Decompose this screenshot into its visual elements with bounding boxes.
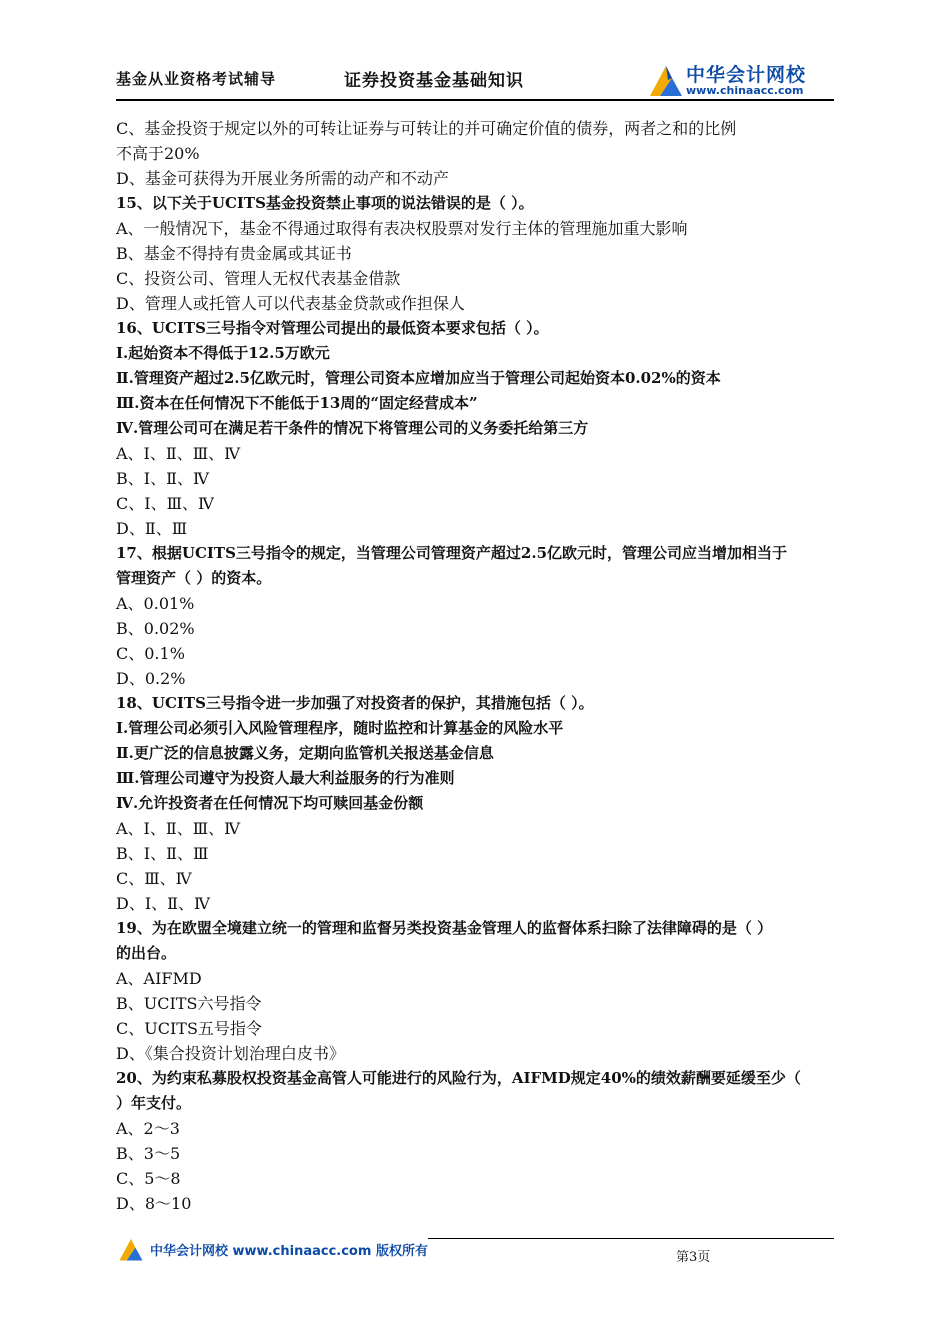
option-line: 不高于20% bbox=[116, 144, 200, 163]
option-line: B、Ⅰ、Ⅱ、Ⅳ bbox=[116, 469, 209, 488]
option-line: B、Ⅰ、Ⅱ、Ⅲ bbox=[116, 844, 209, 863]
option-line: C、Ⅰ、Ⅲ、Ⅳ bbox=[116, 494, 214, 513]
question-line: 19、为在欧盟全境建立统一的管理和监督另类投资基金管理人的监督体系扫除了法律障碍的是（ ） bbox=[116, 919, 773, 937]
question-line: 16、UCITS三号指令对管理公司提出的最低资本要求包括（ ）。 bbox=[116, 319, 549, 337]
option-line: B、0.02% bbox=[116, 619, 195, 638]
question-line: Ⅲ.资本在任何情况下不能低于13周的“固定经营成本” bbox=[116, 394, 478, 412]
footer-logo-icon bbox=[116, 1236, 146, 1262]
document-body bbox=[116, 116, 840, 1216]
option-line: C、Ⅲ、Ⅳ bbox=[116, 869, 192, 888]
option-line: D、Ⅰ、Ⅱ、Ⅳ bbox=[116, 894, 211, 913]
header-subject-title: 证券投资基金基础知识 bbox=[344, 71, 524, 91]
question-line: Ⅱ.管理资产超过2.5亿欧元时，管理公司资本应增加应当于管理公司起始资本0.02%的资本 bbox=[116, 369, 721, 387]
logo-url: www.chinaacc.com bbox=[686, 84, 804, 97]
option-line: A、0.01% bbox=[116, 594, 195, 613]
option-line: C、5～8 bbox=[116, 1169, 181, 1188]
option-line: D、Ⅱ、Ⅲ bbox=[116, 519, 188, 538]
question-line: Ⅳ.管理公司可在满足若干条件的情况下将管理公司的义务委托给第三方 bbox=[116, 419, 589, 437]
question-line: Ⅰ.管理公司必须引入风险管理程序，随时监控和计算基金的风险水平 bbox=[116, 719, 564, 737]
question-line: Ⅲ.管理公司遵守为投资人最大利益服务的行为准则 bbox=[116, 769, 455, 787]
footer-copyright: 中华会计网校 www.chinaacc.com 版权所有 bbox=[150, 1244, 428, 1259]
question-line: 17、根据UCITS三号指令的规定，当管理公司管理资产超过2.5亿欧元时，管理公司应当增加相当于 bbox=[116, 544, 788, 562]
option-line: D、8～10 bbox=[116, 1194, 192, 1213]
page-header bbox=[116, 60, 836, 100]
option-line: A、2～3 bbox=[116, 1119, 180, 1138]
option-line: D、《集合投资计划治理白皮书》 bbox=[116, 1044, 345, 1063]
header-rule bbox=[116, 99, 834, 101]
question-line: 20、为约束私募股权投资基金高管人可能进行的风险行为，AIFMD规定40%的绩效薪酬要延缓至少（ bbox=[116, 1069, 801, 1087]
option-line: A、AIFMD bbox=[116, 969, 202, 988]
question-line: 管理资产（ ）的资本。 bbox=[116, 569, 272, 587]
option-line: C、0.1% bbox=[116, 644, 185, 663]
footer-rule bbox=[428, 1238, 834, 1239]
question-line: Ⅰ.起始资本不得低于12.5万欧元 bbox=[116, 344, 330, 362]
question-line: 的出台。 bbox=[116, 944, 177, 962]
option-line: B、UCITS六号指令 bbox=[116, 994, 262, 1013]
option-line: D、基金可获得为开展业务所需的动产和不动产 bbox=[116, 169, 449, 188]
question-line: 18、UCITS三号指令进一步加强了对投资者的保护，其措施包括（ ）。 bbox=[116, 694, 594, 712]
question-line: ）年支付。 bbox=[116, 1094, 192, 1112]
option-line: C、投资公司、管理人无权代表基金借款 bbox=[116, 269, 401, 288]
option-line: B、3～5 bbox=[116, 1144, 181, 1163]
option-line: C、基金投资于规定以外的可转让证券与可转让的并可确定价值的债券，两者之和的比例 bbox=[116, 119, 737, 138]
question-line: 15、以下关于UCITS基金投资禁止事项的说法错误的是（ ）。 bbox=[116, 194, 534, 212]
option-line: D、管理人或托管人可以代表基金贷款或作担保人 bbox=[116, 294, 465, 313]
site-logo bbox=[646, 60, 836, 100]
option-line: D、0.2% bbox=[116, 669, 186, 688]
header-left-title: 基金从业资格考试辅导 bbox=[116, 70, 277, 88]
option-line: A、一般情况下，基金不得通过取得有表决权股票对发行主体的管理施加重大影响 bbox=[116, 219, 688, 238]
page-number: 第3页 bbox=[676, 1250, 711, 1265]
page-footer bbox=[116, 1230, 836, 1270]
logo-brand-name: 中华会计网校 bbox=[686, 64, 807, 86]
logo-triangle-icon bbox=[646, 62, 686, 98]
question-line: Ⅱ.更广泛的信息披露义务，定期向监管机关报送基金信息 bbox=[116, 744, 494, 762]
question-line: Ⅳ.允许投资者在任何情况下均可赎回基金份额 bbox=[116, 794, 424, 812]
option-line: A、Ⅰ、Ⅱ、Ⅲ、Ⅳ bbox=[116, 819, 241, 838]
option-line: A、Ⅰ、Ⅱ、Ⅲ、Ⅳ bbox=[116, 444, 241, 463]
option-line: C、UCITS五号指令 bbox=[116, 1019, 262, 1038]
option-line: B、基金不得持有贵金属或其证书 bbox=[116, 244, 352, 263]
